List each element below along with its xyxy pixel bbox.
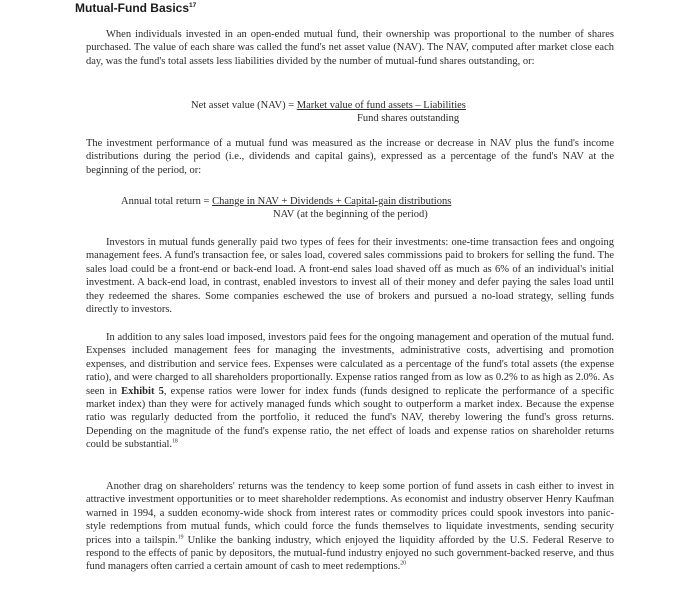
cash-drag-text-b: Unlike the banking industry, which enjoyed the liquidity afforded by the U.S. Federal Reserve to respond to the effects of panic by depositors, the mutual-fund industry enjoyed no such government-backed reserve, and thus fund managers often carried a certain amount of cash to meet redemptions. (86, 534, 615, 573)
paragraph-nav-intro: When individuals invested in an open-ended mutual fund, their ownership was proportional to the number of shares purchased. The value of each share was called the fund's net asset value (NAV). The NAV, computed after market close each day, was the fund's total assets less liabilities divided by the number of mutual-fund shares outstanding, or: (86, 29, 614, 67)
nav-formula-top (191, 99, 466, 112)
footnote-ref: 20 (400, 560, 407, 567)
cash-drag-text-a: Another drag on shareholders' returns was the tendency to keep some portion of fund assets in cash either to invest in attractive investment opportunities or to meet shareholder redemptions. As economist and industry observer Henry Kaufman warned in 1994, a sudden economy-wide shock from interest rates or commodity prices could spook investors into panic-style redemptions from mutual funds, which could force the funds themselves to liquidate investments, sending security prices into a tailspin. (86, 481, 614, 546)
return-formula-denominator: NAV (at the beginning of the period) (273, 209, 428, 220)
return-formula-top (121, 195, 451, 208)
return-formula-numerator: Change in NAV + Dividends + Capital-gain distributions (212, 196, 452, 207)
nav-formula-denominator: Fund shares outstanding (357, 113, 460, 124)
footnote-ref: 17 (189, 2, 197, 9)
footnote-ref: 19 (177, 534, 184, 541)
paragraph-performance: The investment performance of a mutual fund was measured as the increase or decrease in NAV plus the fund's income distributions during the period (i.e., dividends and capital gains), expressed as a percentage of the fund's NAV at the beginning of the period, or: (86, 138, 614, 176)
expenses-text-b: , expense ratios were lower for index funds (funds designed to replicate the performance of a specific market index) than they were for actively managed funds which sought to outperform a market index. Because the expense ratio was regularly deducted from the portfolio, it reduced the fund's NAV, thereby lowering the fund's gross returns. Depending on the magnitude of the fund's expense ratio, the net effect of loads and expense ratios on shareholder returns could be substantial. (86, 385, 614, 451)
exhibit-reference: Exhibit 5 (121, 385, 164, 397)
nav-formula-label: Net asset value (NAV) = (191, 100, 297, 111)
paragraph-fees: Investors in mutual funds generally paid two types of fees for their investments: one-time transaction fees and ongoing management fees. A fund's transaction fee, or sales load, covered sales commissions paid to brokers for selling the fund. The sales load could be a front-end or back-end load. A front-end sales load shaved off as much as 6% of an individual's initial investment. A back-end load, in contrast, enabled investors to invest all of their money and defer paying the sales load until they redeemed the shares. Some companies eschewed the use of brokers and pursued a no-load strategy, selling funds directly to investors. (86, 237, 614, 316)
footnote-ref: 18 (172, 438, 178, 445)
section-heading (75, 0, 196, 16)
heading-text: Mutual-Fund Basics (75, 1, 190, 15)
paragraph-cash-drag (86, 480, 614, 574)
expenses-text-a: In addition to any sales load imposed, investors paid fees for the ongoing management and operation of the mutual fund. Expenses included management fees for managing the investments, administrative costs, advertising and promotion expenses, and distribution and service fees. Expenses were calculated as a percentage of the fund's total assets (the expense ratio), and were charged to all shareholders proportionally. Expense ratios ranged from as low as 0.2% to as high as 2.0%. As seen in (86, 332, 614, 397)
return-formula-label: Annual total return = (121, 196, 213, 207)
paragraph-expenses (86, 331, 614, 452)
nav-formula-numerator: Market value of fund assets – Liabilities (296, 100, 466, 111)
